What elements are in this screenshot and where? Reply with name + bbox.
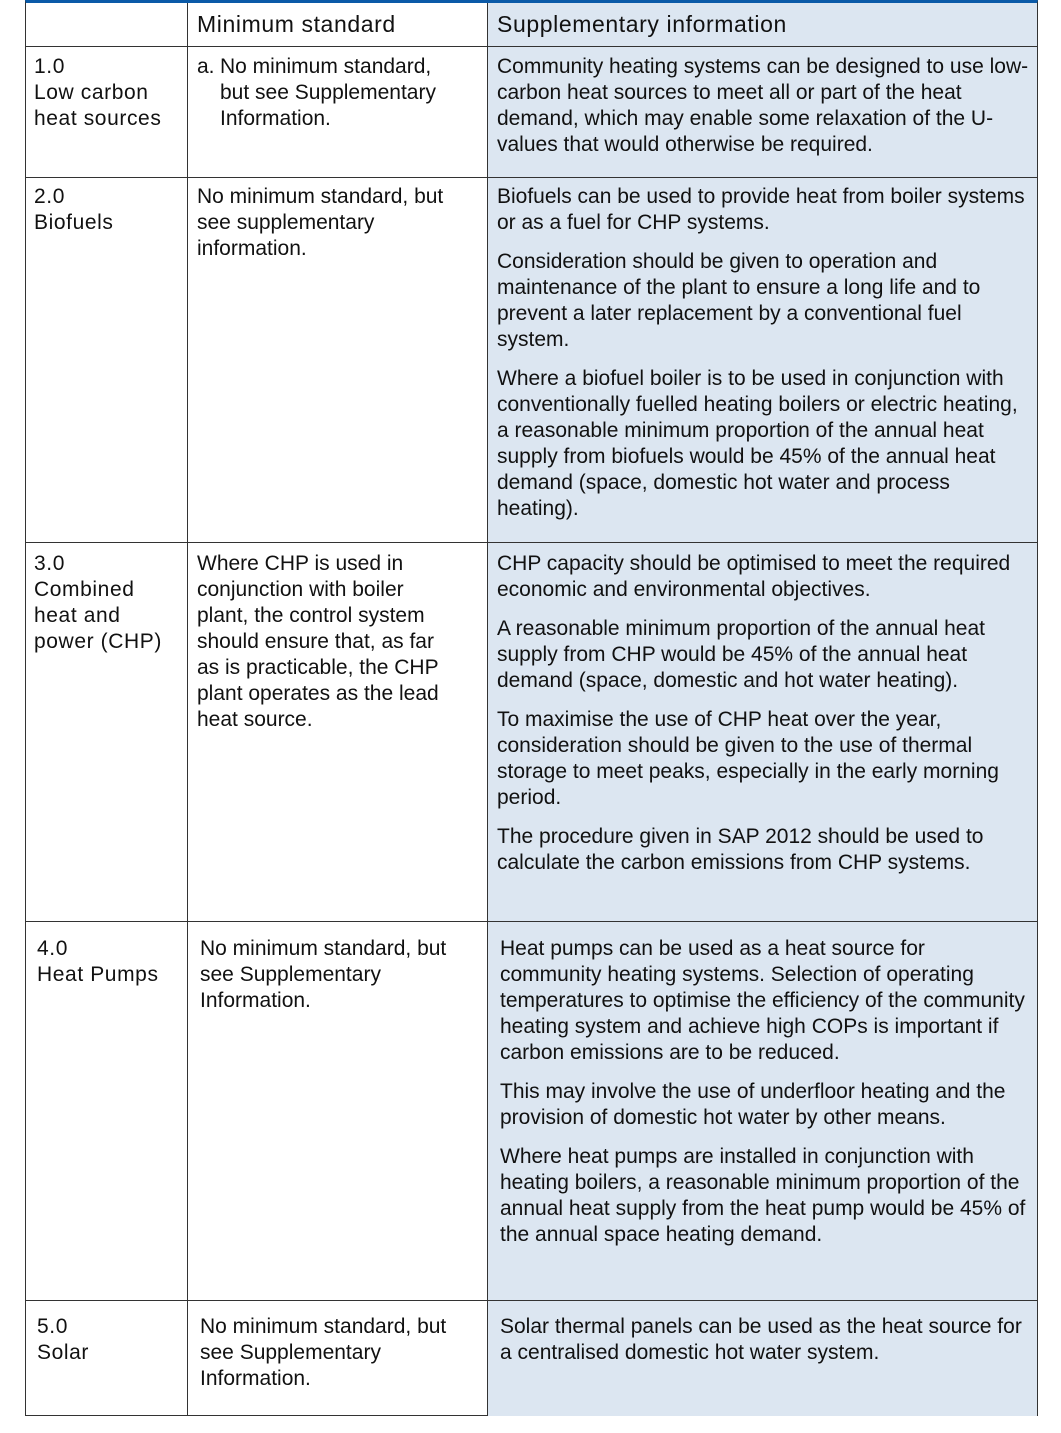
section-number: 5.0 <box>37 1315 68 1338</box>
row-4-minimum-standard <box>200 936 482 1014</box>
section-title-line: heat sources <box>34 107 162 130</box>
text-line: Information. <box>200 1367 311 1390</box>
section-title-line: Solar <box>37 1341 90 1364</box>
row-2-supplementary <box>497 184 1032 535</box>
section-title-line: Heat Pumps <box>37 963 159 986</box>
row-divider <box>26 542 1037 543</box>
row-2-section <box>34 184 184 236</box>
row-1-section <box>34 54 184 132</box>
section-number: 1.0 <box>34 55 65 78</box>
row-divider <box>26 177 1037 178</box>
row-4-section <box>37 936 184 988</box>
text-line: No minimum standard, but <box>200 937 447 960</box>
row-4-supplementary <box>500 936 1032 1261</box>
supplementary-paragraph: Heat pumps can be used as a heat source for community heating systems. Selection of operating temperatures to optimise the efficiency of the community heating system and achieve high COPs is important if carbon emissions are to be reduced. <box>500 937 1025 1064</box>
row-3-supplementary <box>497 551 1032 889</box>
supplementary-paragraph: CHP capacity should be optimised to meet the required economic and environmental objectives. <box>497 552 1011 601</box>
section-title-line: heat and <box>34 604 121 627</box>
column-divider <box>487 3 488 1416</box>
text-line: Where CHP is used in <box>197 552 404 575</box>
text-line: should ensure that, as far <box>197 630 434 653</box>
row-3-minimum-standard <box>197 551 482 733</box>
supplementary-paragraph: A reasonable minimum proportion of the annual heat supply from CHP would be 45% of the annual heat demand (space, domestic and hot water heating). <box>497 617 985 692</box>
column-divider <box>187 3 188 1416</box>
supplementary-paragraph: Where heat pumps are installed in conjunction with heating boilers, a reasonable minimum proportion of the annual heat supply from the heat pump would be 45% of the annual space heating demand. <box>500 1145 1026 1246</box>
section-title-line: power (CHP) <box>34 630 162 653</box>
row-1-supplementary <box>497 54 1032 171</box>
supplementary-paragraph: Biofuels can be used to provide heat from boiler systems or as a fuel for CHP systems. <box>497 185 1025 234</box>
text-line: heat source. <box>197 708 313 731</box>
section-title-line: Combined <box>34 578 135 601</box>
text-line: see Supplementary <box>200 1341 381 1364</box>
text-line: see supplementary <box>197 211 375 234</box>
text-line: see Supplementary <box>200 963 381 986</box>
row-3-section <box>34 551 184 655</box>
text-line: Information. <box>220 107 331 130</box>
text-line: Information. <box>200 989 311 1012</box>
text-line: plant, the control system <box>197 604 425 627</box>
section-number: 4.0 <box>37 937 68 960</box>
header-supplementary-information: Supplementary information <box>497 11 787 37</box>
row-1-minimum-standard <box>197 54 482 132</box>
standards-table <box>25 0 1038 1416</box>
supplementary-paragraph: Where a biofuel boiler is to be used in conjunction with conventionally fuelled heating boilers or electric heating, a reasonable minimum proportion of the annual heat supply from biofuels would be 45% of the annual heat demand (space, domestic hot water and process heating). <box>497 367 1018 520</box>
row-divider <box>26 1300 1037 1301</box>
text-line: No minimum standard, but <box>200 1315 447 1338</box>
text-line: but see Supplementary <box>220 81 436 104</box>
text-line: plant operates as the lead <box>197 682 439 705</box>
supplementary-paragraph: To maximise the use of CHP heat over the year, consideration should be given to the use of thermal storage to meet peaks, especially in the early morning period. <box>497 708 999 809</box>
supplementary-paragraph: This may involve the use of underfloor heating and the provision of domestic hot water by other means. <box>500 1080 1006 1129</box>
section-number: 2.0 <box>34 185 65 208</box>
text-line: conjunction with boiler <box>197 578 404 601</box>
row-5-minimum-standard <box>200 1314 482 1392</box>
text-line: No minimum standard, <box>220 55 432 78</box>
row-2-minimum-standard <box>197 184 482 262</box>
list-item <box>197 54 482 132</box>
supplementary-paragraph: Consideration should be given to operation and maintenance of the plant to ensure a long life and to prevent a later replacement by a conventional fuel system. <box>497 250 981 351</box>
section-title-line: Low carbon <box>34 81 149 104</box>
header-minimum-standard: Minimum standard <box>197 11 396 37</box>
row-5-section <box>37 1314 184 1366</box>
text-line: information. <box>197 237 307 260</box>
row-divider <box>26 921 1037 922</box>
table-header <box>26 3 1037 47</box>
supplementary-paragraph: The procedure given in SAP 2012 should be used to calculate the carbon emissions from CHP systems. <box>497 825 984 874</box>
section-title-line: Biofuels <box>34 211 114 234</box>
supplementary-paragraph: Community heating systems can be designed to use low-carbon heat sources to meet all or part of the heat demand, which may enable some relaxation of the U-values that would otherwise be required. <box>497 55 1029 156</box>
row-5-supplementary <box>500 1314 1032 1379</box>
text-line: No minimum standard, but <box>197 185 444 208</box>
list-label: a. <box>197 55 215 78</box>
section-number: 3.0 <box>34 552 65 575</box>
supplementary-paragraph: Solar thermal panels can be used as the heat source for a centralised domestic hot water system. <box>500 1315 1022 1364</box>
text-line: as is practicable, the CHP <box>197 656 439 679</box>
